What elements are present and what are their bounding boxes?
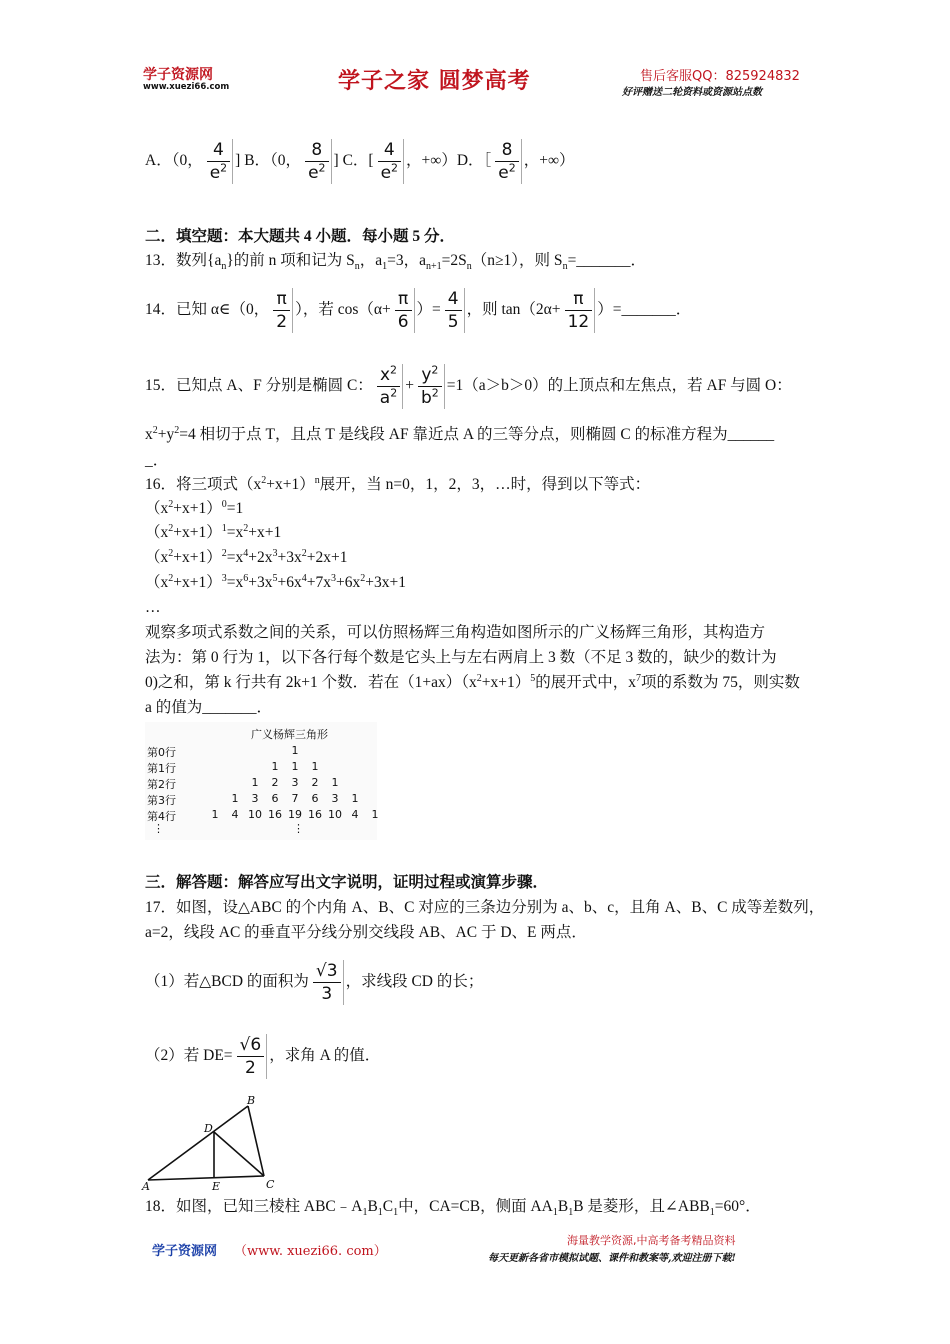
yanghui-cell: 10: [248, 808, 262, 821]
yanghui-cell: 7: [291, 792, 299, 805]
yanghui-cell: 19: [288, 808, 302, 821]
q17-p2: （2）若 DE= $\frac{√6}{2}$ ，求角 A 的值．: [145, 1034, 381, 1078]
q16-intro: 16．将三项式$(x^2+x+1)^n$展开，当 n=0，1，2，3，…时，得到以下等式：: [145, 474, 651, 493]
label-d: D: [204, 1122, 213, 1135]
yanghui-row-label: 第4行: [147, 810, 176, 823]
fraction: $\frac{4}{e^2}$: [376, 139, 404, 184]
yanghui-cell: 1: [331, 776, 339, 789]
header-sub: 好评赠送二轮资料或资源站点数: [622, 87, 762, 98]
header-url: www.xuezi66.com: [143, 82, 230, 92]
yanghui-cell: 6: [311, 792, 319, 805]
header-title: 学子之家 圆梦高考: [338, 69, 531, 94]
q13: 13．数列$\{a_n\}$的前 n 项和记为 $S_n$，$a_1=3$，$a_{n+1}=2S_n(n\ge 1)$，则 $S_n=\_\_\_\_\_\_\_$．: [145, 252, 647, 273]
q16-p1: 观察多项式系数之间的关系，可以仿照杨辉三角构造如图所示的广义杨辉三角形，其构造方: [145, 624, 766, 641]
yanghui-dots-center: ⋮: [293, 822, 304, 835]
yanghui-cell: 1: [371, 808, 379, 821]
yanghui-cell: 3: [251, 792, 259, 805]
footer-url: （www. xuezi66. com）: [234, 1244, 387, 1259]
yanghui-row-label: 第0行: [147, 746, 176, 759]
label-a: A: [142, 1180, 150, 1192]
yanghui-row-label: 第2行: [147, 778, 176, 791]
yanghui-triangle: [145, 722, 377, 840]
q17-l2: a=2，线段 AC 的垂直平分线分别交线段 AB、AC 于 D、E 两点．: [145, 924, 587, 941]
yanghui-cell: 16: [268, 808, 282, 821]
yanghui-cell: 10: [328, 808, 342, 821]
yanghui-cell: 1: [291, 744, 299, 757]
yanghui-row: [145, 760, 377, 776]
section3-title: 三．解答题：解答应写出文字说明，证明过程或演算步骤．: [145, 874, 549, 891]
q15-line1: 15．已知点 A、F 分别是椭圆 C： $\frac{x^2}{a^2}$ + $\frac{y^2}{b^2}$ =1（a＞b＞0）的上顶点和左焦点，若 AF 与圆 O：: [145, 363, 792, 408]
yanghui-row: [145, 744, 377, 760]
yanghui-cell: 4: [231, 808, 239, 821]
yanghui-title: 广义杨辉三角形: [251, 728, 328, 741]
q16-eq2: $(x^2+x+1)^2=x^4+2x^3+3x^2+2x+1$: [145, 547, 348, 566]
label-b: B: [247, 1094, 256, 1107]
yanghui-cell: 3: [291, 776, 299, 789]
q16-p2: 法为：第 0 行为 1，以下各行每个数是它头上与左右两肩上 3 数（不足 3 数的，缺少的数计为: [145, 649, 777, 666]
header-logo: 学子资源网: [143, 67, 213, 83]
q15-line2: $x^2+y^2=4$ 相切于点 T，且点 T 是线段 AF 靠近点 A 的三等分点，则椭圆 C 的标准方程为______: [145, 424, 775, 443]
q16-eq3: $(x^2+x+1)^3=x^6+3x^5+6x^4+7x^3+6x^2+3x+1$: [145, 572, 406, 591]
yanghui-cell: 16: [308, 808, 322, 821]
yanghui-row: [145, 776, 377, 792]
triangle-figure: [140, 1092, 285, 1192]
footer-right-top: 海量教学资源,中高考备考精品资料: [567, 1234, 736, 1247]
yanghui-row-label: 第1行: [147, 762, 176, 775]
yanghui-cell: 1: [231, 792, 239, 805]
q16-eq1: $(x^2+x+1)^1=x^2+x+1$: [145, 522, 282, 541]
yanghui-dots-left: ⋮: [153, 822, 164, 835]
q18: 18．如图，已知三棱柱 $ABC﹣A_1B_1C_1$中，CA=CB，侧面 $AA_1B_1B$ 是菱形，且$\angle ABB_1=60^\circ$．: [145, 1198, 761, 1219]
segment-bc: [248, 1106, 264, 1176]
q14: 14．已知 α∈（0， $\frac{\pi}{2}$ ），若 cos（α+ $\frac{\pi}{6}$ ）= $\frac{4}{5}$ ，则 tan（2α+ $\frac{\pi}{12}$ ）=_______．: [145, 288, 692, 332]
segment-ab: [148, 1106, 248, 1180]
yanghui-row: [145, 792, 377, 808]
yanghui-cell: 4: [351, 808, 359, 821]
yanghui-cell: 1: [311, 760, 319, 773]
q17-l1: 17．如图，设△ABC 的个内角 A、B、C 对应的三条边分别为 a、b、c，且角 A、B、C 成等差数列，: [145, 899, 825, 916]
q15-line3: _．: [145, 452, 169, 469]
yanghui-cell: 1: [271, 760, 279, 773]
label-c: C: [266, 1178, 275, 1191]
fraction: $\frac{8}{e^2}$: [493, 139, 521, 184]
fraction: $\frac{8}{e^2}$: [303, 139, 331, 184]
yanghui-cell: 2: [271, 776, 279, 789]
q17-p1: （1）若△BCD 的面积为 $\frac{√3}{3}$ ，求线段 CD 的长；: [145, 960, 484, 1004]
fraction: $\frac{4}{e^2}$: [205, 139, 233, 184]
footer-right-bottom: 每天更新各省市模拟试题、课件和教案等,欢迎注册下载!: [488, 1253, 736, 1264]
q16-ellipsis: …: [145, 599, 161, 616]
footer-brand: 学子资源网: [152, 1244, 218, 1259]
yanghui-cell: 6: [271, 792, 279, 805]
segment-dc: [214, 1132, 264, 1176]
q16-p4: a 的值为_______．: [145, 699, 273, 716]
q16-eq0: $(x^2+x+1)^0=1$: [145, 498, 244, 517]
yanghui-cell: 1: [351, 792, 359, 805]
section2-title: 二．填空题：本大题共 4 小题．每小题 5 分．: [145, 228, 456, 245]
yanghui-cell: 3: [331, 792, 339, 805]
segment-ac: [148, 1176, 264, 1180]
yanghui-row: [145, 808, 377, 824]
yanghui-cell: 1: [211, 808, 219, 821]
label-e: E: [212, 1180, 221, 1192]
yanghui-cell: 1: [251, 776, 259, 789]
q16-p3: 0)之和，第 k 行共有 2k+1 个数．若在$(1+ax)(x^2+x+1)^5$的展开式中，$x^7$项的系数为 75，则实数: [145, 672, 800, 691]
header-qq: 售后客服QQ：825924832: [640, 69, 800, 84]
yanghui-row-label: 第3行: [147, 794, 176, 807]
yanghui-cell: 1: [291, 760, 299, 773]
yanghui-cell: 2: [311, 776, 319, 789]
q12-options: A．（0， $\frac{4}{e^2}$ ] B．（0， $\frac{8}{e^2}$ ] C．[ $\frac{4}{e^2}$ ，+∞）D．［ $\frac{8}{e^2}$ ，+∞）: [145, 139, 575, 183]
